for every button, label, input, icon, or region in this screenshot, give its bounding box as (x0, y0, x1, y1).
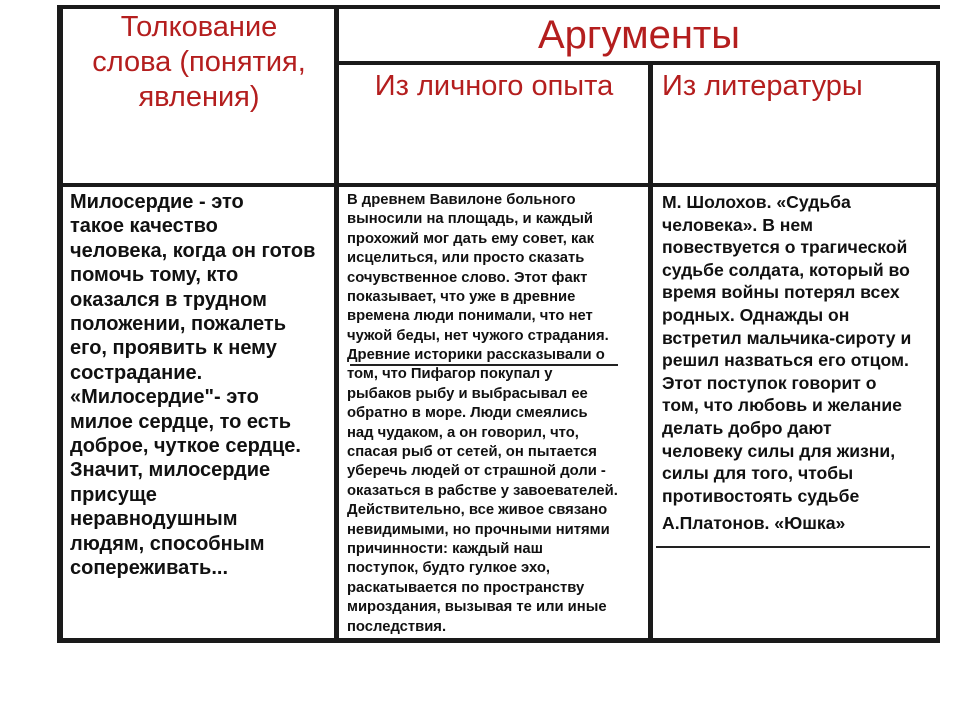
personal-experience-paragraph-1: В древнем Вавилоне больного выносили на площадь, и каждый прохожий мог дать ему совет, как исцелиться, или просто сказать сочувственное слово. Этот факт показывает, что уже в древние времена люди понимали, что нет чужой беды, нет чужого страдания. (347, 192, 609, 344)
personal-experience-header: Из личного опыта (374, 70, 614, 102)
border-header-bottom (59, 183, 940, 187)
border-bottom (59, 638, 940, 643)
literature-separator-line (656, 546, 930, 548)
border-col-2 (648, 61, 653, 643)
border-subheader-top (338, 61, 940, 65)
border-top (59, 5, 940, 9)
literature-header: Из литературы (662, 70, 863, 102)
interpretation-header: Толкование слова (понятия, явления) (92, 11, 306, 113)
literature-sholokhov-text: М. Шолохов. «Судьба человека». В нем повествуется о трагической судьбе солдата, который во время войны потерял всех родных. Однажды он встретил мальчика-сироту и решил назваться его отцом. Этот поступок говорит о том, что любовь и желание делать добро дают человеку силы для жизни, силы для того, чтобы противостоять судьбе (662, 192, 912, 506)
personal-experience-paragraph-2: Древние историки рассказывали о том, что Пифагор покупал у рыбаков рыбу и выбрасывал ее обратно в море. Люди смеялись над чудаком, а он говорил, что, спасая рыб от сетей, он пытается уберечь людей от страшной доли - оказаться в рабстве у завоевателей. Действительно, все живое связано невидимыми, но прочными нитями причинности: каждый наш поступок, будто гулкое эхо, раскатывается по пространству мироздания, вызывая те или иные последствия. (347, 347, 618, 635)
definition-cell-text: Милосердие - это такое качество человека, когда он готов помочь тому, кто оказался в трудном положении, пожалеть его, проявить к нему сострадание. «Милосердие"- это милое сердце, то есть доброе, чуткое сердце. Значит, милосердие присуще неравнодушным людям, способным сопереживать... (70, 191, 316, 580)
arguments-header: Аргументы (538, 13, 740, 57)
border-right (936, 61, 940, 643)
border-left (57, 5, 63, 643)
literature-platonov-text: А.Платонов. «Юшка» (662, 513, 846, 533)
